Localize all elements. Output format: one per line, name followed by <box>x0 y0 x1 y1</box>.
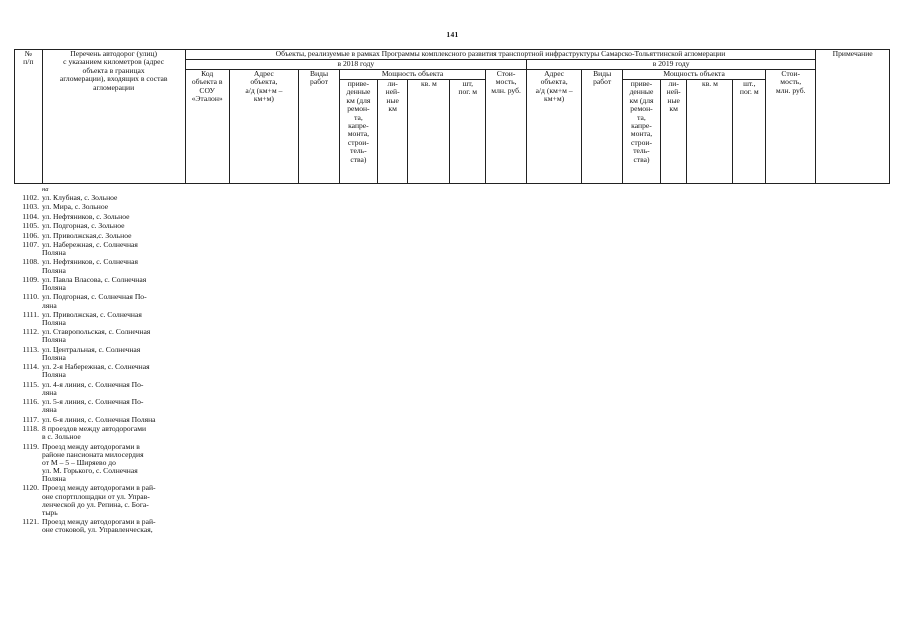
year-2019-header: в 2019 году <box>527 60 816 70</box>
row-number: 1106. <box>22 230 39 240</box>
code-header: Код объекта в СОУ «Эталон» <box>185 70 229 184</box>
row-number: 1108. <box>22 257 39 267</box>
road-list <box>14 186 184 536</box>
cost-2019-header: Стои- мость, млн. руб. <box>766 70 816 184</box>
row-road: ул. 2-я Набережная, с. Солнечная Поляна <box>42 362 150 380</box>
row-road: Проезд между автодорогами в районе пансионата милосердия от М – 5 – Ширяево до ул. М. Горького, с. Солнечная Поляна <box>42 441 144 484</box>
row-road: ул. Клубная, с. Зольное <box>42 193 118 202</box>
works-2019-header: Виды работ <box>582 70 623 184</box>
row-number: 1105. <box>22 221 39 231</box>
address-2019-header: Адрес объекта, а/д (км+м – км+м) <box>527 70 582 184</box>
row-number: 1112. <box>22 327 39 337</box>
cost-2018-header: Стои- мость, млн. руб. <box>486 70 527 184</box>
col-number-header: № п/п <box>15 50 43 184</box>
row-number: 1102. <box>22 193 39 202</box>
row-road: Проезд между автодорогами в рай- оне спортплощадки от ул. Управ- ленческой до ул. Репина, с. Бога- тырь <box>42 483 156 517</box>
list-item <box>14 363 184 379</box>
col-roads-header: Перечень автодорог (улиц) с указанием километров (адрес объекта в границах агломерации), входящих в состав агломерации <box>42 50 185 184</box>
row-number: 1116. <box>22 397 39 407</box>
col-note-header: Примечание <box>816 50 890 184</box>
works-2018-header: Виды работ <box>299 70 340 184</box>
list-item <box>14 443 184 483</box>
capacity-2018-header: Мощность объекта <box>340 70 486 80</box>
row-number: 1107. <box>22 239 39 249</box>
stray-text: на <box>42 186 49 193</box>
list-item <box>14 258 184 274</box>
reduced-km-2018-header: приве- денные км (для ремон- та, капре- монта, строи- тель- ства) <box>340 80 378 184</box>
list-item <box>14 232 184 240</box>
row-road: ул. 6-я линия, с. Солнечная Поляна <box>42 414 156 424</box>
capacity-2019-header: Мощность объекта <box>623 70 766 80</box>
list-item <box>14 381 184 397</box>
row-road: ул. Приволжская,с. Зольное <box>42 230 132 240</box>
row-road: 8 проездов между автодорогами в с. Зольное <box>42 424 147 442</box>
linear-km-2018-header: ли- ней- ные км <box>377 80 408 184</box>
row-road: ул. Нефтяников, с. Солнечная Поляна <box>42 257 138 275</box>
row-road: ул. 5-я линия, с. Солнечная По- ляна <box>42 397 144 415</box>
row-number: 1115. <box>22 379 39 389</box>
row-number: 1117. <box>22 414 39 424</box>
row-road: ул. Подгорная, с. Солнечная По- ляна <box>42 292 147 310</box>
row-road: ул. 4-я линия, с. Солнечная По- ляна <box>42 379 144 397</box>
row-number: 1120. <box>22 483 39 493</box>
list-item <box>14 293 184 309</box>
row-number: 1118. <box>22 424 39 434</box>
pcs-2018-header: шт, пог. м <box>450 80 486 184</box>
list-item <box>14 276 184 292</box>
row-number: 1121. <box>22 517 39 527</box>
row-road: ул. Центральная, с. Солнечная Поляна <box>42 344 141 362</box>
list-item <box>14 518 184 534</box>
list-item <box>14 203 184 211</box>
list-item <box>14 194 184 202</box>
list-item <box>14 346 184 362</box>
list-item <box>14 398 184 414</box>
row-road: Проезд между автодорогами в рай- оне стоковой, ул. Управленческая, <box>42 517 156 535</box>
row-number: 1109. <box>22 274 39 284</box>
list-item <box>14 222 184 230</box>
list-item <box>14 311 184 327</box>
row-road: ул. Нефтяников, с. Зольное <box>42 211 130 221</box>
row-number: 1119. <box>22 441 39 451</box>
row-number: 1114. <box>22 362 39 372</box>
sq-m-2019-header: кв. м <box>687 80 733 184</box>
linear-km-2019-header: ли- ней- ные км <box>660 80 687 184</box>
row-road: ул. Ставропольская, с. Солнечная Поляна <box>42 327 151 345</box>
row-road: ул. Приволжская, с. Солнечная Поляна <box>42 309 142 327</box>
list-item <box>14 328 184 344</box>
page-number: 141 <box>446 30 459 39</box>
row-number: 1104. <box>22 211 39 221</box>
row-number: 1103. <box>22 202 39 212</box>
list-item <box>14 416 184 424</box>
list-item <box>14 241 184 257</box>
list-item <box>14 484 184 516</box>
row-number: 1110. <box>22 292 39 302</box>
year-2018-header: в 2018 году <box>185 60 526 70</box>
list-item <box>14 425 184 441</box>
header-table <box>14 49 890 184</box>
reduced-km-2019-header: приве- денные км (для ремон- та, капре- монта, строи- тель- ства) <box>623 80 661 184</box>
row-number: 1111. <box>22 309 39 319</box>
sq-m-2018-header: кв. м <box>408 80 450 184</box>
row-number: 1113. <box>22 344 39 354</box>
pcs-2019-header: шт., пог. м <box>733 80 766 184</box>
list-item <box>14 213 184 221</box>
row-road: ул. Подгорная, с. Зольное <box>42 221 125 231</box>
address-2018-header: Адрес объекта, а/д (км+м – км+м) <box>229 70 299 184</box>
col-objects-group-header: Объекты, реализуемые в рамках Программы комплексного развития транспортной инфраструктуры Самарско-Тольяттинской агломерации <box>185 50 816 60</box>
row-road: ул. Мира, с. Зольное <box>42 202 109 212</box>
row-road: ул. Павла Власова, с. Солнечная Поляна <box>42 274 147 293</box>
row-road: ул. Набережная, с. Солнечная Поляна <box>42 239 138 258</box>
